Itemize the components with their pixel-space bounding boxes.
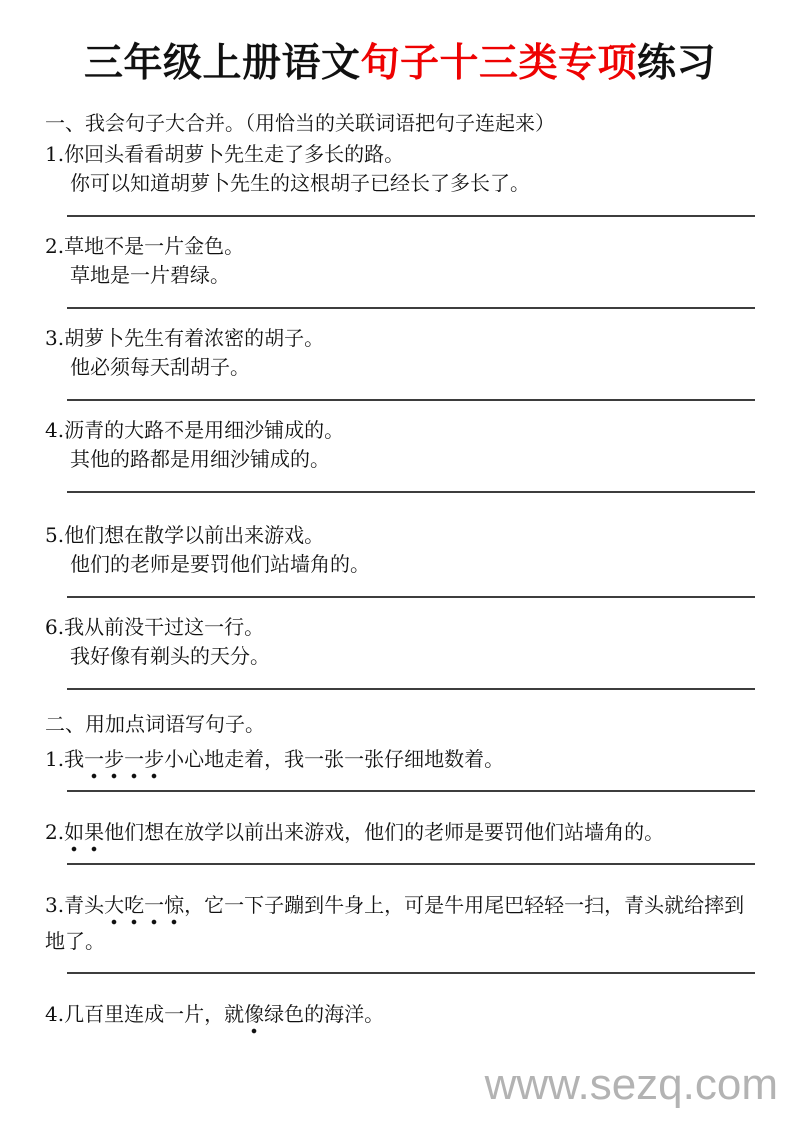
section-2-item-1 (45, 741, 755, 792)
item-number: 1. (45, 141, 65, 166)
sentence-text: 你可以知道胡萝卜先生的这根胡子已经长了多长了。 (70, 170, 530, 195)
section-1-heading: 一、我会句子大合并。（用恰当的关联词语把句子连起来） (45, 110, 555, 135)
sentence-text: 他们想在散学以前出来游戏。 (64, 522, 325, 547)
item-continuation-line (45, 169, 755, 198)
item-number: 3. (45, 325, 65, 350)
item-first-line (45, 140, 755, 169)
sentence-text: 其他的路都是用细沙铺成的。 (70, 446, 330, 471)
section-2-heading: 二、用加点词语写句子。 (45, 711, 265, 736)
item-first-line (45, 232, 755, 261)
dotted-emphasis-text: 像 (244, 1002, 264, 1034)
answer-blank-line (67, 215, 755, 217)
answer-blank-line (67, 399, 755, 401)
section-1-item-1 (45, 140, 755, 217)
section-2-item-3 (45, 887, 755, 974)
worksheet-body (45, 109, 755, 1032)
answer-blank-line (67, 688, 755, 690)
answer-blank-line (67, 790, 755, 792)
item-number: 2. (45, 233, 65, 258)
answer-blank-line (67, 491, 755, 493)
item-number: 6. (45, 614, 65, 639)
section-1-item-4 (45, 416, 755, 493)
item-number: 4. (45, 1001, 65, 1026)
item-number: 5. (45, 522, 65, 547)
sentence-text: 绿色的海洋。 (264, 1001, 385, 1026)
section-1 (45, 109, 755, 690)
title-text-right: 练习 (637, 40, 717, 86)
item-first-line (45, 887, 755, 959)
sentence-text: 胡萝卜先生有着浓密的胡子。 (64, 325, 325, 350)
item-first-line (45, 996, 755, 1032)
section-1-item-2 (45, 232, 755, 309)
sentence-text: 我从前没干过这一行。 (64, 614, 265, 639)
answer-blank-line (67, 307, 755, 309)
section-1-item-6 (45, 613, 755, 690)
item-first-line (45, 324, 755, 353)
section-2-item-2 (45, 814, 755, 865)
sentence-text: 几百里连成一片，就 (64, 1001, 245, 1026)
sentence-text: 沥青的大路不是用细沙铺成的。 (64, 417, 345, 442)
section-2 (45, 710, 755, 1032)
sentence-text: 草地是一片碧绿。 (70, 262, 230, 287)
section-1-item-3 (45, 324, 755, 401)
item-first-line (45, 741, 755, 777)
page-title (45, 38, 755, 89)
item-number: 3. (45, 892, 65, 917)
item-first-line (45, 416, 755, 445)
dotted-emphasis-text: 大吃一惊 (104, 893, 184, 925)
sentence-text: 我好像有剃头的天分。 (70, 643, 270, 668)
watermark: www.sezq.com (484, 1060, 778, 1109)
sentence-text: 青头 (64, 892, 105, 917)
sentence-text: 他必须每天刮胡子。 (70, 354, 250, 379)
item-continuation-line (45, 642, 755, 671)
sentence-text: 我 (64, 746, 85, 771)
sentence-text: ，它一下子蹦到牛身上，可是牛用尾巴轻轻一扫，青头就给摔到地了。 (45, 892, 745, 953)
item-continuation-line (45, 353, 755, 382)
answer-blank-line (67, 972, 755, 974)
item-number: 2. (45, 819, 65, 844)
sentence-text: 他们想在放学以前出来游戏，他们的老师是要罚他们站墙角的。 (104, 819, 665, 844)
sentence-text: 他们的老师是要罚他们站墙角的。 (70, 551, 370, 576)
section-1-item-5 (45, 521, 755, 598)
section-2-item-4 (45, 996, 755, 1032)
dotted-emphasis-text: 如果 (64, 820, 104, 852)
sentence-text: 小心地走着，我一张一张仔细地数着。 (164, 746, 505, 771)
item-number: 1. (45, 746, 65, 771)
dotted-emphasis-text: 一步一步 (84, 747, 164, 779)
title-text-left: 三年级上册语文 (83, 40, 361, 86)
answer-blank-line (67, 596, 755, 598)
answer-blank-line (67, 863, 755, 865)
item-first-line (45, 521, 755, 550)
item-continuation-line (45, 550, 755, 579)
item-continuation-line (45, 445, 755, 474)
sentence-text: 草地不是一片金色。 (64, 233, 245, 258)
item-first-line (45, 613, 755, 642)
item-number: 4. (45, 417, 65, 442)
item-continuation-line (45, 261, 755, 290)
title-highlight: 句子十三类专项 (360, 40, 637, 86)
sentence-text: 你回头看看胡萝卜先生走了多长的路。 (64, 141, 405, 166)
item-first-line (45, 814, 755, 850)
